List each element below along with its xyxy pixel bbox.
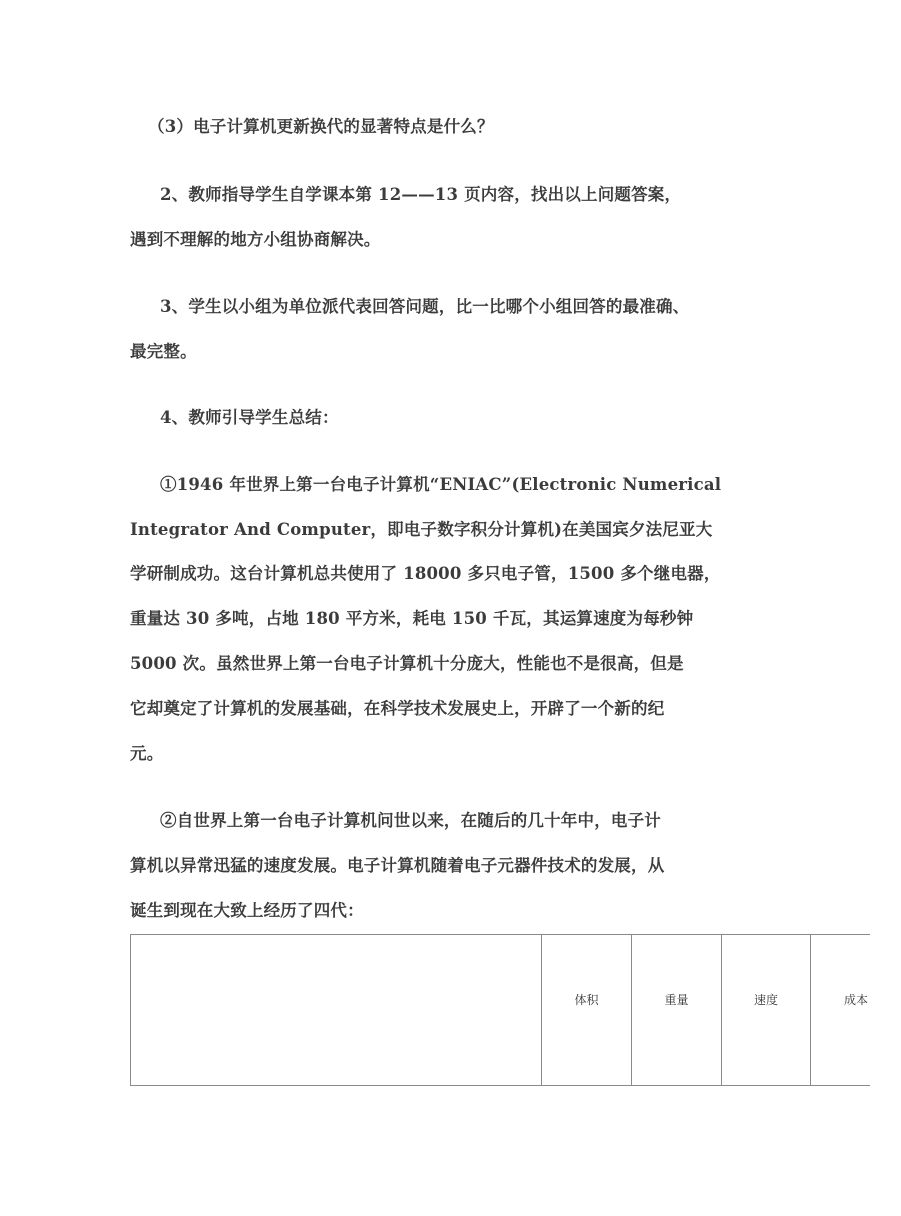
- summary-1-line-1: ①1946 年世界上第一台电子计算机“ENIAC”(Electronic Numerical: [160, 475, 722, 494]
- summary-1-line-4: 重量达 30 多吨，占地 180 平方米，耗电 150 千瓦，其运算速度为每秒钟: [130, 609, 694, 628]
- step-4: 4、教师引导学生总结：: [160, 408, 339, 427]
- summary-2-line-2: 算机以异常迅猛的速度发展。电子计算机随着电子元器件技术的发展，从: [130, 856, 665, 875]
- generations-table: [130, 934, 870, 1086]
- table-header-blank: [131, 935, 542, 1085]
- summary-1-line-3: 学研制成功。这台计算机总共使用了 18000 多只电子管，1500 多个继电器，: [130, 564, 721, 583]
- step-3-line-1: 3、学生以小组为单位派代表回答问题，比一比哪个小组回答的最准确、: [160, 297, 690, 316]
- step-2-line-1: 2、教师指导学生自学课本第 12——13 页内容，找出以上问题答案，: [160, 185, 682, 204]
- step-3-line-2: 最完整。: [130, 342, 197, 361]
- table-header-speed: 速度: [722, 935, 811, 1085]
- summary-1-line-5: 5000 次。虽然世界上第一台电子计算机十分庞大，性能也不是很高，但是: [130, 654, 684, 673]
- table-header-volume: 体积: [542, 935, 632, 1085]
- summary-1-line-2: Integrator And Computer，即电子数字积分计算机)在美国宾夕法尼亚大: [130, 520, 713, 539]
- summary-1-line-7: 元。: [130, 744, 164, 763]
- summary-2-line-3: 诞生到现在大致上经历了四代：: [130, 901, 364, 920]
- question-3: （3）电子计算机更新换代的显著特点是什么？: [148, 117, 494, 136]
- summary-1-line-6: 它却奠定了计算机的发展基础，在科学技术发展史上，开辟了一个新的纪: [130, 699, 665, 718]
- summary-2-line-1: ②自世界上第一台电子计算机问世以来，在随后的几十年中，电子计: [160, 811, 661, 830]
- table-header-weight: 重量: [632, 935, 722, 1085]
- table-header-cost: 成本: [843, 992, 868, 1007]
- step-2-line-2: 遇到不理解的地方小组协商解决。: [130, 230, 381, 249]
